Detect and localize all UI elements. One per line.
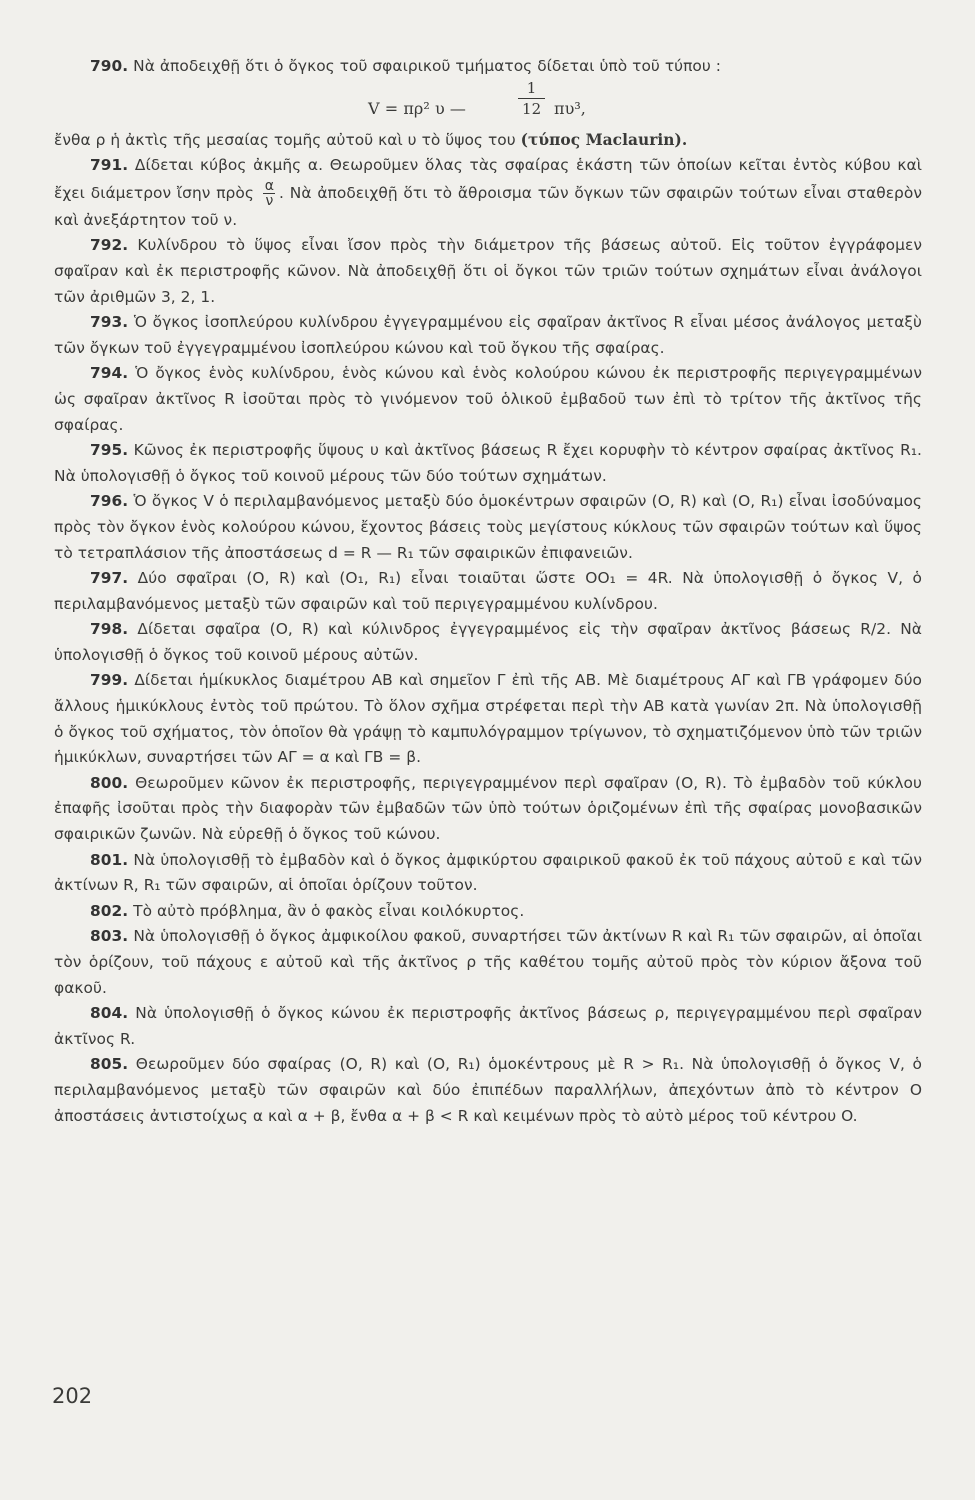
problem-797 bbox=[54, 566, 922, 617]
formula-reference: (τύπος Maclaurin). bbox=[520, 130, 688, 149]
fraction-denominator: ν bbox=[265, 192, 274, 209]
problem-number: 801. bbox=[90, 850, 129, 869]
problem-number: 796. bbox=[90, 492, 129, 511]
problem-text: Ὁ ὄγκος V ὁ περιλαμβανόμενος μεταξὺ δύο ὁμοκέντρων σφαιρῶν (O, R) καὶ (O, R₁) εἶναι ἰσοδύναμος πρὸς τὸν ὄγκον ἑνὸς κολούρου κώνου, ἔχοντος βάσεις τοὺς μεγίστους κύκλους τῶν σφαιρῶν τούτων καὶ ὕψος τὸ τετραπλάσιον τῆς ἀποστάσεως d = R — R₁ τῶν σφαιρικῶν ἐπιφανειῶν. bbox=[54, 492, 922, 562]
problem-number: 791. bbox=[90, 156, 129, 175]
problem-791 bbox=[54, 153, 922, 233]
problem-text: Δίδεται κύβος ἀκμῆς α. Θεωροῦμεν ὅλας τὰς σφαίρας ἑκάστη τῶν ὁποίων κεῖται ἐντὸς κύβου καὶ ἔχει διάμετρον ἴσην πρὸς bbox=[54, 156, 922, 202]
problem-number: 800. bbox=[90, 773, 129, 792]
problem-text: Δίδεται ἡμίκυκλος διαμέτρου AB καὶ σημεῖον Γ ἐπὶ τῆς AB. Μὲ διαμέτρους AΓ καὶ ΓB γράφομεν δύο ἄλλους ἡμικύκλους ἐντὸς τοῦ πρώτου. Τὸ ὅλον σχῆμα στρέφεται περὶ τὴν AB κατὰ γωνίαν 2π. Νὰ ὑπολογισθῇ ὁ ὄγκος τοῦ σχήματος, τὸν ὁποῖον θὰ γράψῃ τὸ καμπυλόγραμμον τρίγωνον, τὸ σχηματιζόμενον ὑπὸ τῶν τριῶν ἡμικύκλων, συναρτήσει τῶν AΓ = α καὶ ΓB = β. bbox=[54, 671, 922, 767]
problem-number: 799. bbox=[90, 671, 129, 690]
fraction-numerator: α bbox=[264, 177, 275, 194]
problem-801 bbox=[54, 848, 922, 899]
formula-fraction bbox=[518, 78, 545, 119]
problem-number: 804. bbox=[90, 1004, 129, 1023]
problem-number: 792. bbox=[90, 236, 129, 255]
problem-number: 805. bbox=[90, 1055, 129, 1074]
problem-number: 797. bbox=[90, 569, 129, 588]
maclaurin-formula bbox=[54, 78, 922, 128]
problem-text: Δίδεται σφαῖρα (O, R) καὶ κύλινδρος ἐγγεγραμμένος εἰς τὴν σφαῖραν ἀκτῖνος βάσεως R/2. Νὰ ὑπολογισθῇ ὁ ὄγκος τοῦ κοινοῦ μέρους αὐτῶν. bbox=[54, 620, 922, 664]
problem-text: Ὁ ὄγκος ἰσοπλεύρου κυλίνδρου ἐγγεγραμμένου εἰς σφαῖραν ἀκτῖνος R εἶναι μέσος ἀνάλογος μεταξὺ τῶν ὄγκων τοῦ ἐγγεγραμμένου ἰσοπλεύρου κώνου καὶ τοῦ ὄγκου τῆς σφαίρας. bbox=[54, 313, 922, 357]
fraction-numerator: 1 bbox=[526, 78, 537, 97]
problem-792 bbox=[54, 233, 922, 310]
problem-790-continued bbox=[54, 128, 922, 154]
inline-fraction bbox=[263, 179, 276, 208]
problem-804 bbox=[54, 1001, 922, 1052]
problem-796 bbox=[54, 489, 922, 566]
problem-number: 793. bbox=[90, 313, 129, 332]
problem-text: Θεωροῦμεν κῶνον ἐκ περιστροφῆς, περιγεγραμμένον περὶ σφαῖραν (O, R). Τὸ ἐμβαδὸν τοῦ κύκλου ἐπαφῆς ἰσοῦται πρὸς τὴν διαφορὰν τῶν ἐμβαδῶν τῶν ὑπὸ τούτων ὁριζομένων ἐπὶ τῆς σφαίρας μονοβασικῶν σφαιρικῶν ζωνῶν. Νὰ εὑρεθῇ ὁ ὄγκος τοῦ κώνου. bbox=[54, 773, 922, 844]
problem-number: 803. bbox=[90, 927, 129, 946]
problem-text: Κυλίνδρου τὸ ὕψος εἶναι ἴσον πρὸς τὴν διάμετρον τῆς βάσεως αὐτοῦ. Εἰς τοῦτον ἐγγράφομεν σφαῖραν καὶ ἐκ περιστροφῆς κῶνον. Νὰ ἀποδειχθῇ ὅτι οἱ ὄγκοι τῶν τριῶν τούτων σχημάτων εἶναι ἀνάλογοι τῶν ἀριθμῶν 3, 2, 1. bbox=[54, 236, 922, 306]
problem-list bbox=[54, 54, 922, 1129]
problem-794 bbox=[54, 361, 922, 438]
problem-799 bbox=[54, 668, 922, 770]
problem-number: 795. bbox=[90, 441, 129, 460]
problem-number: 798. bbox=[90, 620, 129, 639]
problem-text: Δύο σφαῖραι (O, R) καὶ (O₁, R₁) εἶναι τοιαῦται ὥστε OO₁ = 4R. Νὰ ὑπολογισθῇ ὁ ὄγκος V, ὁ περιλαμβανόμενος μεταξὺ τῶν σφαιρῶν καὶ τοῦ περιγεγραμμένου κυλίνδρου. bbox=[54, 569, 922, 613]
problem-text: Ὁ ὄγκος ἑνὸς κυλίνδρου, ἑνὸς κώνου καὶ ἑνὸς κολούρου κώνου ἐκ περιστροφῆς περιγεγραμμένων ὡς σφαῖραν ἀκτῖνος R ἰσοῦται πρὸς τὸ γινόμενον τοῦ ὁλικοῦ ἐμβαδοῦ των ἐπὶ τὸ τρίτον τῆς ἀκτῖνος τῆς σφαίρας. bbox=[54, 364, 922, 434]
problem-805 bbox=[54, 1052, 922, 1129]
problem-text: Τὸ αὐτὸ πρόβλημα, ἂν ὁ φακὸς εἶναι κοιλόκυρτος. bbox=[133, 901, 525, 920]
problem-802 bbox=[54, 899, 922, 925]
formula-rhs: πυ³, bbox=[554, 98, 586, 118]
problem-text: Κῶνος ἐκ περιστροφῆς ὕψους υ καὶ ἀκτῖνος βάσεως R ἔχει κορυφὴν τὸ κέντρον σφαίρας ἀκτῖνος R₁. Νὰ ὑπολογισθῇ ὁ ὄγκος τοῦ κοινοῦ μέρους τῶν δύο τούτων σχημάτων. bbox=[54, 441, 922, 485]
problem-800 bbox=[54, 771, 922, 848]
problem-number: 802. bbox=[90, 901, 129, 920]
problem-number: 790. bbox=[90, 57, 129, 75]
page-number: 202 bbox=[52, 1384, 93, 1408]
problem-795 bbox=[54, 438, 922, 489]
problem-803 bbox=[54, 924, 922, 1001]
problem-number: 794. bbox=[90, 364, 129, 383]
problem-793 bbox=[54, 310, 922, 361]
problem-790 bbox=[54, 54, 922, 80]
problem-text: Νὰ ὑπολογισθῇ ὁ ὄγκος ἀμφικοίλου φακοῦ, συναρτήσει τῶν ἀκτίνων R καὶ R₁ τῶν σφαιρῶν, αἱ ὁποῖαι τὸν ὁρίζουν, τοῦ πάχους ε αὐτοῦ καὶ τῆς ἀκτῖνος ρ τῆς καθέτου τομῆς αὐτοῦ πρὸς τὸν κύριον ἄξονα τοῦ φακοῦ. bbox=[54, 927, 922, 997]
problem-text: Νὰ ἀποδειχθῇ ὅτι ὁ ὄγκος τοῦ σφαιρικοῦ τμήματος δίδεται ὑπὸ τοῦ τύπου : bbox=[133, 57, 722, 75]
problem-798 bbox=[54, 617, 922, 668]
problem-text: . Νὰ ἀποδειχθῇ ὅτι τὸ ἄθροισμα τῶν ὄγκων τῶν σφαιρῶν τούτων εἶναι σταθερὸν καὶ ἀνεξάρτητον τοῦ ν. bbox=[54, 183, 922, 229]
problem-text: Νὰ ὑπολογισθῇ τὸ ἐμβαδὸν καὶ ὁ ὄγκος ἀμφικύρτου σφαιρικοῦ φακοῦ ἐκ τοῦ πάχους αὐτοῦ ε καὶ τῶν ἀκτίνων R, R₁ τῶν σφαιρῶν, αἱ ὁποῖαι ὁρίζουν τοῦτον. bbox=[54, 850, 922, 895]
fraction-denominator: 12 bbox=[518, 98, 545, 119]
problem-text: Θεωροῦμεν δύο σφαίρας (O, R) καὶ (O, R₁) ὁμοκέντρους μὲ R > R₁. Νὰ ὑπολογισθῇ ὁ ὄγκος V, ὁ περιλαμβανόμενος μεταξὺ τῶν σφαιρῶν καὶ δύο ἐπιπέδων παραλλήλων, ἀπεχόντων ἀπὸ τὸ κέντρον O ἀποστάσεις ἀντιστοίχως α καὶ α + β, ἔνθα α + β < R καὶ κειμένων πρὸς τὸ αὐτὸ μέρος τοῦ κέντρου O. bbox=[54, 1055, 922, 1125]
problem-text: Νὰ ὑπολογισθῇ ὁ ὄγκος κώνου ἐκ περιστροφῆς ἀκτῖνος βάσεως ρ, περιγεγραμμένου περὶ σφαῖραν ἀκτῖνος R. bbox=[54, 1004, 922, 1048]
problem-text: ἔνθα ρ ἡ ἀκτὶς τῆς μεσαίας τομῆς αὐτοῦ καὶ υ τὸ ὕψος του bbox=[54, 130, 516, 149]
formula-lhs: V = πρ² υ — bbox=[368, 98, 466, 118]
